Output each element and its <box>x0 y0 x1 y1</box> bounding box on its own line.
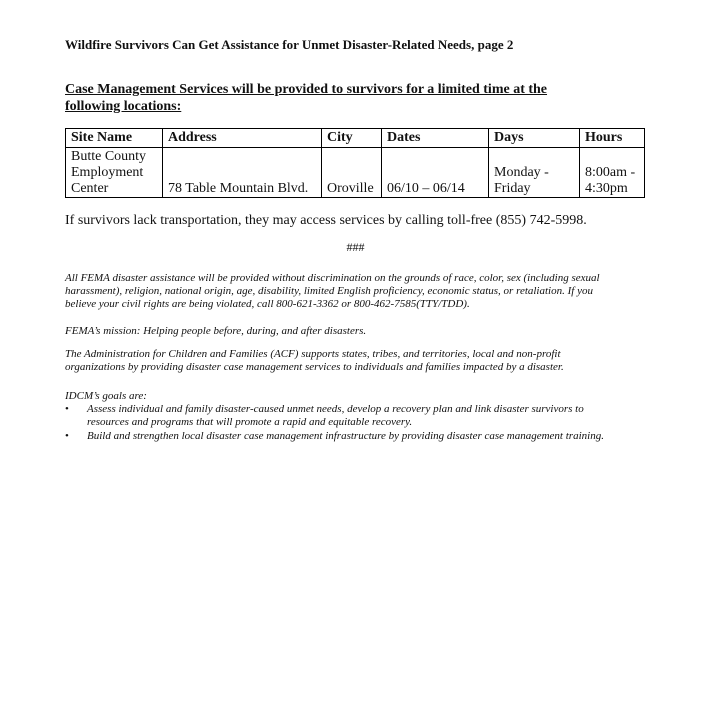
bullet-icon: • <box>65 403 69 415</box>
cell-address: 78 Table Mountain Blvd. <box>163 148 322 198</box>
goals-list <box>65 403 620 444</box>
cell-hours: 8:00am - 4:30pm <box>580 148 645 198</box>
header-city: City <box>322 129 382 148</box>
table-header-row <box>66 129 645 148</box>
locations-table <box>65 128 645 198</box>
nondiscrimination-paragraph: All FEMA disaster assistance will be provided without discrimination on the grounds of race, color, sex (including sexual harassment), religion, national origin, age, disability, limited English proficiency, economic status, or retaliation. If you believe your civil rights are being violated, call 800-621-3362 or 800-462-7585(TTY/TDD). <box>65 272 600 310</box>
page-header-title: Wildfire Survivors Can Get Assistance for Unmet Disaster-Related Needs, page 2 <box>65 37 514 52</box>
header-hours: Hours <box>580 129 645 148</box>
cell-dates: 06/10 – 06/14 <box>382 148 489 198</box>
list-item <box>65 430 620 443</box>
bullet-icon: • <box>65 430 69 442</box>
goal-text: Build and strengthen local disaster case management infrastructure by providing disaster case management training. <box>87 430 604 442</box>
goal-text: Assess individual and family disaster-caused unmet needs, develop a recovery plan and link disaster survivors to resources and programs that will promote a rapid and equitable recovery. <box>87 403 584 428</box>
mission-paragraph: FEMA’s mission: Helping people before, during, and after disasters. <box>65 325 367 337</box>
header-days: Days <box>489 129 580 148</box>
goals-intro: IDCM’s goals are: <box>65 390 147 402</box>
transport-note: If survivors lack transportation, they may access services by calling toll-free (855) 742-5998. <box>65 213 587 228</box>
separator: ### <box>346 240 365 254</box>
header-dates: Dates <box>382 129 489 148</box>
cell-days: Monday - Friday <box>489 148 580 198</box>
table-row <box>66 148 645 198</box>
cell-site-name: Butte County Employment Center <box>66 148 163 198</box>
acf-paragraph: The Administration for Children and Families (ACF) supports states, tribes, and territories, local and non-profit organizations by providing disaster case management services to individuals and families impacted by a disaster. <box>65 348 564 373</box>
header-address: Address <box>163 129 322 148</box>
header-site-name: Site Name <box>66 129 163 148</box>
section-title: Case Management Services will be provided to survivors for a limited time at the following locations: <box>65 82 548 114</box>
cell-city: Oroville <box>322 148 382 198</box>
list-item <box>65 403 620 429</box>
